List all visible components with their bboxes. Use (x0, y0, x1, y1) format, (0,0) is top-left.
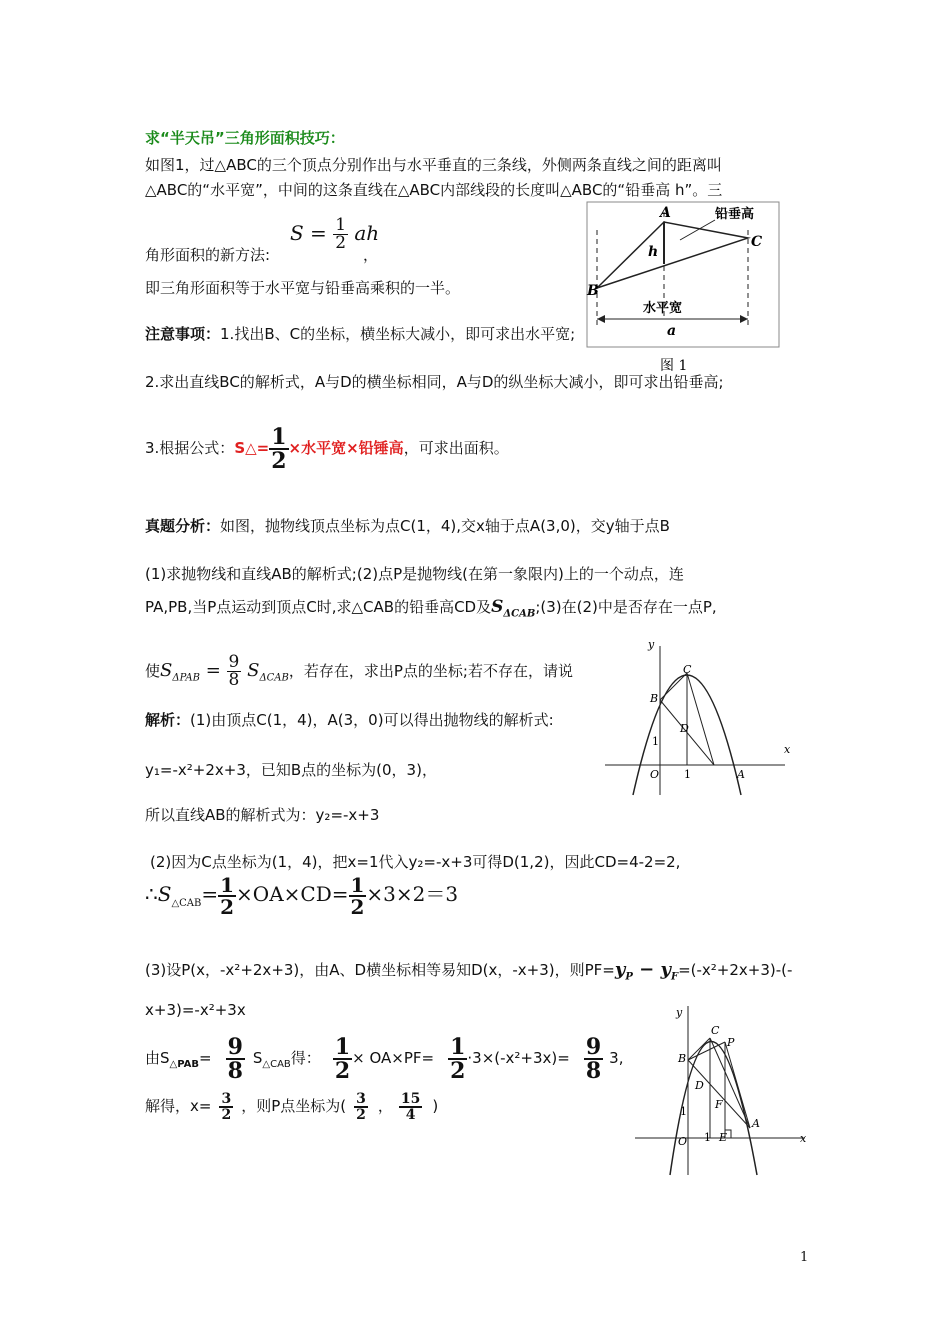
formula-den: 2 (335, 233, 347, 253)
problem-eq (160, 651, 289, 690)
figure-1-frame (587, 202, 779, 347)
s8-d4: 8 (585, 1057, 602, 1084)
s9-frac-py (399, 1092, 422, 1122)
intro-line-2: △ABC的“水平宽”，中间的这条直线在△ABC内部线段的长度叫△ABC的“铅垂高 h”。三 (145, 181, 723, 199)
s9-d: ) (432, 1097, 439, 1115)
s8-d1: 8 (227, 1057, 243, 1084)
graph2-line-ca (710, 1038, 750, 1128)
graph1-label-d: D (680, 722, 689, 735)
graph2-line-bc (688, 1038, 710, 1060)
fig1-label-b: B (587, 283, 599, 299)
eq-fraction (227, 651, 242, 690)
graph1-tick-1x: 1 (684, 768, 691, 781)
s8-n3: 1 (450, 1033, 466, 1060)
s5-den-2: 2 (350, 894, 365, 919)
s8-frac-1 (226, 1033, 245, 1084)
graph2-label-b: B (678, 1052, 687, 1065)
s8-n2: 1 (334, 1033, 351, 1060)
notes-frac-den: 2 (271, 447, 287, 474)
solution-line-6 (145, 960, 792, 988)
fig1-caption: 图 1 (660, 358, 688, 374)
notes-step-1 (145, 324, 575, 344)
s6-f-sub: F (670, 971, 679, 983)
s8-frac-4 (584, 1033, 603, 1084)
therefore-symbol: ∴ (145, 882, 158, 906)
graph2-line-pa (725, 1042, 750, 1128)
graph2-label-x: x (800, 1132, 807, 1145)
notes-s-triangle: S△= (234, 439, 270, 457)
s9-xn: 3 (221, 1090, 232, 1107)
arrow-right (740, 315, 748, 323)
notes-step-3-suffix: ，可求出面积。 (403, 439, 509, 457)
fig1-label-a-vertex: A (660, 205, 671, 221)
s5-eq: = (201, 882, 219, 906)
eq-rhs: S (247, 660, 260, 681)
s9-qd: 4 (399, 1106, 422, 1122)
intro-line-4: 即三角形面积等于水平宽与铅垂高乘积的一半。 (145, 279, 461, 297)
s6-yf: y (660, 959, 671, 980)
s6-a: (3)设P(x，-x²+2x+3)，由A、D横坐标相等易知D(x，-x+3)，则PF= (145, 961, 615, 979)
eq-lhs-sub: ΔPAB (172, 672, 200, 684)
fig1-label-horizontal: 水平宽 (643, 301, 683, 316)
eq-num: 9 (228, 651, 240, 672)
s9-frac-px (354, 1092, 368, 1122)
graph2-label-e: E (719, 1131, 728, 1144)
problem-part-1: (1)求抛物线和直线AB的解析式;(2)点P是抛物线(在第一象限内)上的一个动点，连 (145, 565, 684, 583)
s9-pd: 2 (356, 1106, 366, 1123)
intro-line-3: 角形面积的新方法: (145, 246, 271, 264)
s8-a: 由S (145, 1049, 170, 1067)
s8-sub-2: △CAB (262, 1059, 291, 1070)
s8-frac-2 (333, 1033, 352, 1084)
solution-heading: 解析： (145, 711, 191, 729)
notes-step-3 (145, 418, 509, 478)
s5-sub: △CAB (171, 898, 202, 909)
fig1-label-c: C (751, 234, 763, 250)
graph2-label-o: O (678, 1135, 688, 1148)
intro-line-1: 如图1，过△ABC的三个顶点分别作出与水平垂直的三条线，外侧两条直线之间的距离叫 (145, 156, 722, 174)
s9-b: ，则P点坐标为( (241, 1097, 347, 1115)
s8-c: S (252, 1049, 263, 1067)
problem-s: S (491, 597, 504, 617)
figure-1 (585, 200, 785, 375)
graph1-tick-1y: 1 (652, 735, 659, 748)
problem-s-sub: ΔCAB (503, 608, 536, 620)
problem-text: 如图，抛物线顶点坐标为点C(1，4),交x轴于点A(3,0)，交y轴于点B (220, 517, 670, 535)
graph1-label-b: B (650, 692, 659, 705)
s8-n4: 9 (585, 1033, 602, 1060)
graph1-line-bc (660, 673, 687, 700)
graph2-label-a: A (752, 1117, 760, 1130)
graph2-line-ba (688, 1060, 750, 1128)
graph1-label-x: x (784, 743, 790, 756)
s9-pn: 3 (356, 1090, 366, 1107)
solution-line-7: x+3)=-x²+3x (145, 1001, 246, 1019)
graph-2 (630, 1000, 810, 1180)
s8-g: 3, (609, 1049, 624, 1067)
s5-end: ×3×2＝3 (366, 882, 459, 906)
graph1-label-a: A (737, 768, 745, 781)
s8-n1: 9 (227, 1033, 243, 1060)
eq-den: 8 (228, 669, 240, 690)
s5-num-2: 1 (350, 872, 365, 897)
graph2-tick-1y: 1 (680, 1105, 687, 1118)
graph1-line-ca (687, 673, 714, 765)
eq-lhs: S (160, 660, 173, 681)
s8-sub-1: △PAB (169, 1059, 199, 1070)
problem-part-3-prefix: 使 (145, 662, 161, 680)
fig1-label-a-width: a (667, 323, 677, 339)
fig1-label-h: h (648, 244, 659, 260)
graph2-tick-1x: 1 (704, 1131, 711, 1144)
notes-red-text: ×水平宽×铅锤高 (288, 439, 404, 457)
solution-line-3: 所以直线AB的解析式为：y₂=-x+3 (145, 806, 380, 824)
solution-line-2: y₁=-x²+2x+3，已知B点的坐标为(0，3)， (145, 761, 437, 779)
formula-rhs: ah (354, 221, 380, 245)
page-number: 1 (800, 1250, 809, 1265)
s6-minus: − (632, 959, 661, 980)
graph1-label-o: O (650, 768, 660, 781)
page-title: 求“半天吊”三角形面积技巧： (145, 129, 345, 147)
s8-frac-3 (448, 1033, 467, 1084)
graph2-label-y: y (676, 1006, 683, 1019)
s5-frac-2 (349, 872, 367, 919)
notes-frac-num: 1 (271, 423, 287, 450)
s9-frac-x (219, 1092, 233, 1122)
s8-f: ·3×(-x²+3x)= (467, 1049, 570, 1067)
s6-yp: y (614, 959, 626, 980)
graph2-line-bp (688, 1042, 725, 1060)
notes-step-3-prefix: 3.根据公式： (145, 439, 235, 457)
arrow-left (597, 315, 605, 323)
s5-den-1: 2 (220, 894, 235, 919)
s6-p-sub: P (625, 971, 633, 983)
solution-line-5 (145, 868, 458, 930)
graph-1 (600, 640, 790, 800)
fig1-label-vertical: 铅垂高 (715, 207, 755, 222)
s5-mid: ×OA×CD= (236, 882, 349, 906)
notes-fraction (269, 423, 288, 474)
problem-part-3 (145, 640, 573, 710)
problem-s-symbol (491, 597, 536, 620)
s6-b: =(-x²+2x+3)-(- (678, 961, 793, 979)
notes-step-1-text: 1.找出B、C的坐标，横坐标大减小，即可求出水平宽; (220, 325, 576, 343)
problem-part-3-suffix: ，若存在，求出P点的坐标;若不存在，请说 (288, 662, 573, 680)
graph2-label-c: C (711, 1024, 720, 1037)
s9-a: 解得，x= (145, 1097, 212, 1115)
s8-d: 得： (290, 1049, 321, 1067)
graph2-label-f: F (715, 1098, 723, 1111)
graph2-label-d: D (695, 1079, 704, 1092)
s5-s: S (157, 882, 172, 906)
s6-pf-expr (614, 959, 679, 983)
notes-step-2: 2.求出直线BC的解析式，A与D的横坐标相同，A与D的纵坐标大减小，即可求出铅垂高; (145, 373, 724, 391)
s9-qn: 15 (400, 1090, 421, 1107)
formula-comma: ， (363, 246, 379, 264)
eq-rhs-sub: ΔCAB (259, 672, 289, 684)
eq-sign: = (205, 660, 221, 681)
solution-line-4: (2)因为C点坐标为(1，4)，把x=1代入y₂=-x+3可得D(1,2)，因此CD=4-2=2, (150, 853, 681, 871)
s8-e: × OA×PF= (352, 1049, 435, 1067)
triangle-abc (597, 222, 748, 288)
solution-line-9 (145, 1084, 438, 1128)
s5-frac-1 (218, 872, 236, 919)
solution-line-1 (145, 710, 554, 730)
s9-xd: 2 (221, 1106, 232, 1123)
s8-b: = (199, 1049, 212, 1067)
problem-part-2-a: PA,PB,当P点运动到顶点C时,求△CAB的铅垂高CD及 (145, 598, 492, 616)
s8-d3: 2 (450, 1057, 466, 1084)
formula-lhs: S = (290, 221, 327, 245)
problem-part-2-b: ;(3)在(2)中是否存在一点P, (535, 598, 717, 616)
solution-line-1-text: (1)由顶点C(1，4)，A(3，0)可以得出抛物线的解析式: (190, 711, 554, 729)
graph2-label-p: P (727, 1036, 735, 1049)
problem-part-2 (145, 597, 717, 624)
graph1-label-c: C (683, 663, 692, 676)
graph1-label-y: y (648, 640, 655, 651)
problem-statement (145, 516, 670, 536)
notes-heading: 注意事项： (145, 325, 221, 343)
s9-c: ， (377, 1097, 393, 1115)
s5-num-1: 1 (220, 872, 235, 897)
formula-num: 1 (335, 215, 347, 235)
problem-heading: 真题分析： (145, 517, 221, 535)
formula-fraction (333, 217, 348, 252)
s8-d2: 2 (334, 1057, 351, 1084)
